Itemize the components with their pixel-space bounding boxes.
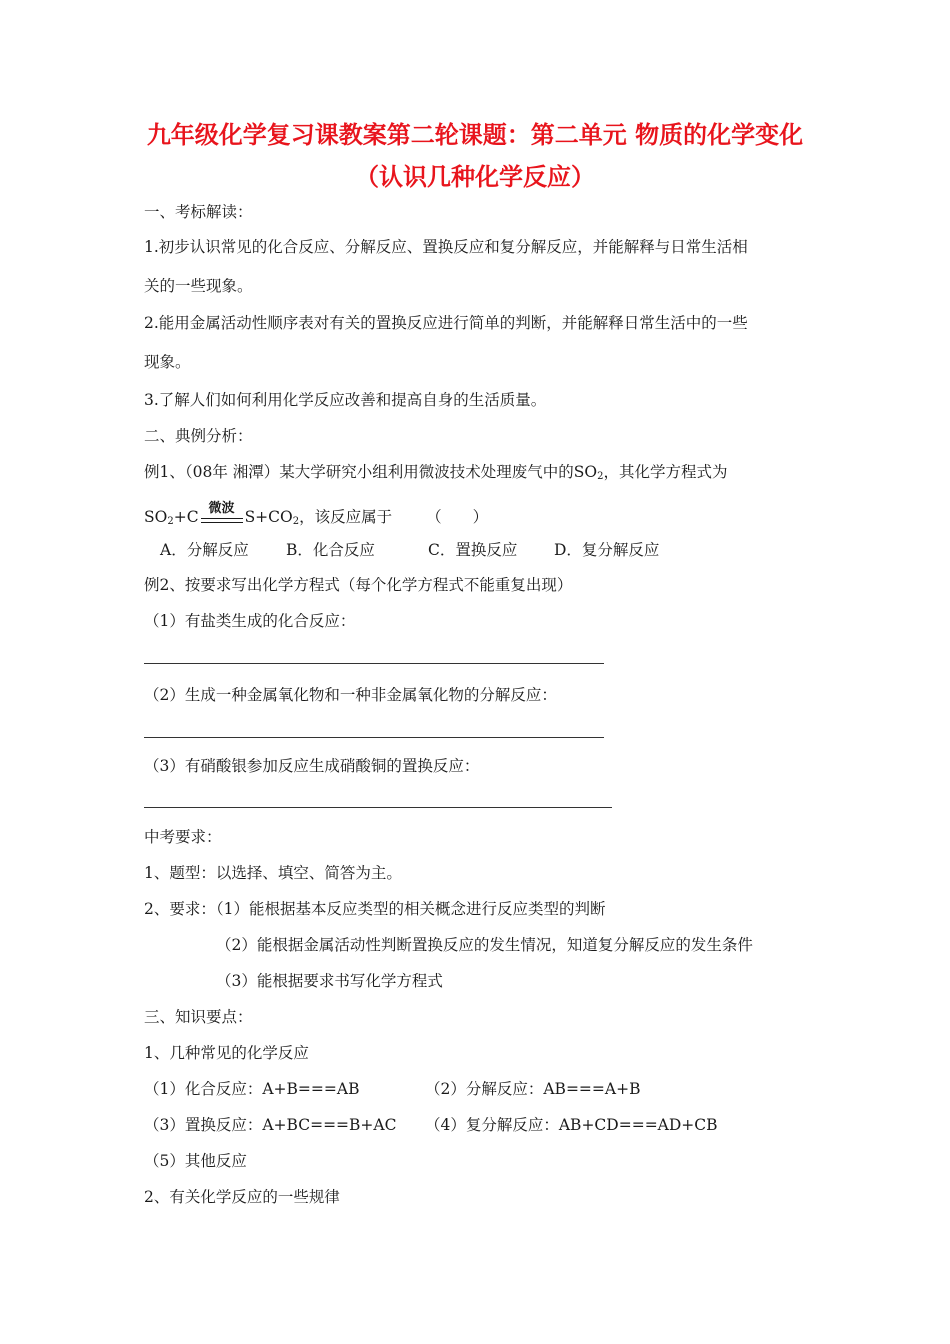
- requirement-2: 2、要求：（1）能根据基本反应类型的相关概念进行反应类型的判断: [144, 900, 606, 918]
- reaction-condition: 微波: [208, 501, 235, 516]
- reaction-type-decomposition: （2）分解反应：AB===A+B: [425, 1080, 641, 1098]
- requirement-2-item-3: （3）能根据要求书写化学方程式: [216, 972, 443, 990]
- option-b: B．化合反应: [286, 541, 375, 559]
- answer-line-2: [144, 737, 604, 738]
- knowledge-2: 2、有关化学反应的一些规律: [144, 1188, 340, 1206]
- standard-2-line-1: 2.能用金属活动性顺序表对有关的置换反应进行简单的判断，并能解释日常生活中的一些: [144, 314, 748, 332]
- option-a: A．分解反应: [160, 541, 249, 559]
- reaction-type-combination: （1）化合反应：A+B===AB: [144, 1080, 360, 1098]
- answer-blank: （ ）: [426, 508, 489, 526]
- example-2-q1: （1）有盐类生成的化合反应：: [144, 612, 356, 630]
- example-1-equation: $SO_2+C$ 微波 $S+CO_2$，该反应属于 （ ）: [144, 506, 488, 533]
- example-2: 例2、按要求写出化学方程式（每个化学方程式不能重复出现）: [144, 576, 573, 594]
- standard-1-line-1: 1.初步认识常见的化合反应、分解反应、置换反应和复分解反应，并能解释与日常生活相: [144, 238, 748, 256]
- page-title: 九年级化学复习课教案第二轮课题：第二单元 物质的化学变化（认识几种化学反应）: [146, 121, 804, 191]
- reaction-type-displacement: （3）置换反应：A+BC===B+AC: [144, 1116, 397, 1134]
- answer-line-3: [144, 807, 612, 808]
- reaction-condition-arrow: [199, 501, 245, 528]
- section-heading-examples: 二、典例分析：: [144, 427, 253, 445]
- section-heading-knowledge: 三、知识要点：: [144, 1008, 253, 1026]
- reaction-type-double-displacement: （4）复分解反应：AB+CD===AD+CB: [425, 1116, 718, 1134]
- example-1-line-1: 例1、（08年 湘潭）某大学研究小组利用微波技术处理废气中的$SO_2$，其化学方程式为: [144, 463, 728, 482]
- option-c: C．置换反应: [428, 541, 518, 559]
- standard-1-line-2: 关的一些现象。: [144, 277, 253, 295]
- requirement-2-item-2: （2）能根据金属活动性判断置换反应的发生情况，知道复分解反应的发生条件: [216, 936, 753, 954]
- requirement-1: 1、题型：以选择、填空、简答为主。: [144, 864, 402, 882]
- standard-2-line-2: 现象。: [144, 353, 191, 371]
- example-2-q2: （2）生成一种金属氧化物和一种非金属氧化物的分解反应：: [144, 686, 557, 704]
- example-2-q3: （3）有硝酸银参加反应生成硝酸铜的置换反应：: [144, 757, 480, 775]
- section-heading-standards: 一、考标解读：: [144, 203, 253, 221]
- answer-line-1: [144, 663, 604, 664]
- reaction-type-other: （5）其他反应: [144, 1152, 247, 1170]
- knowledge-1: 1、几种常见的化学反应: [144, 1044, 309, 1062]
- exam-requirements-heading: 中考要求：: [144, 828, 222, 846]
- option-d: D．复分解反应: [554, 541, 660, 559]
- standard-3: 3.了解人们如何利用化学反应改善和提高自身的生活质量。: [144, 391, 547, 409]
